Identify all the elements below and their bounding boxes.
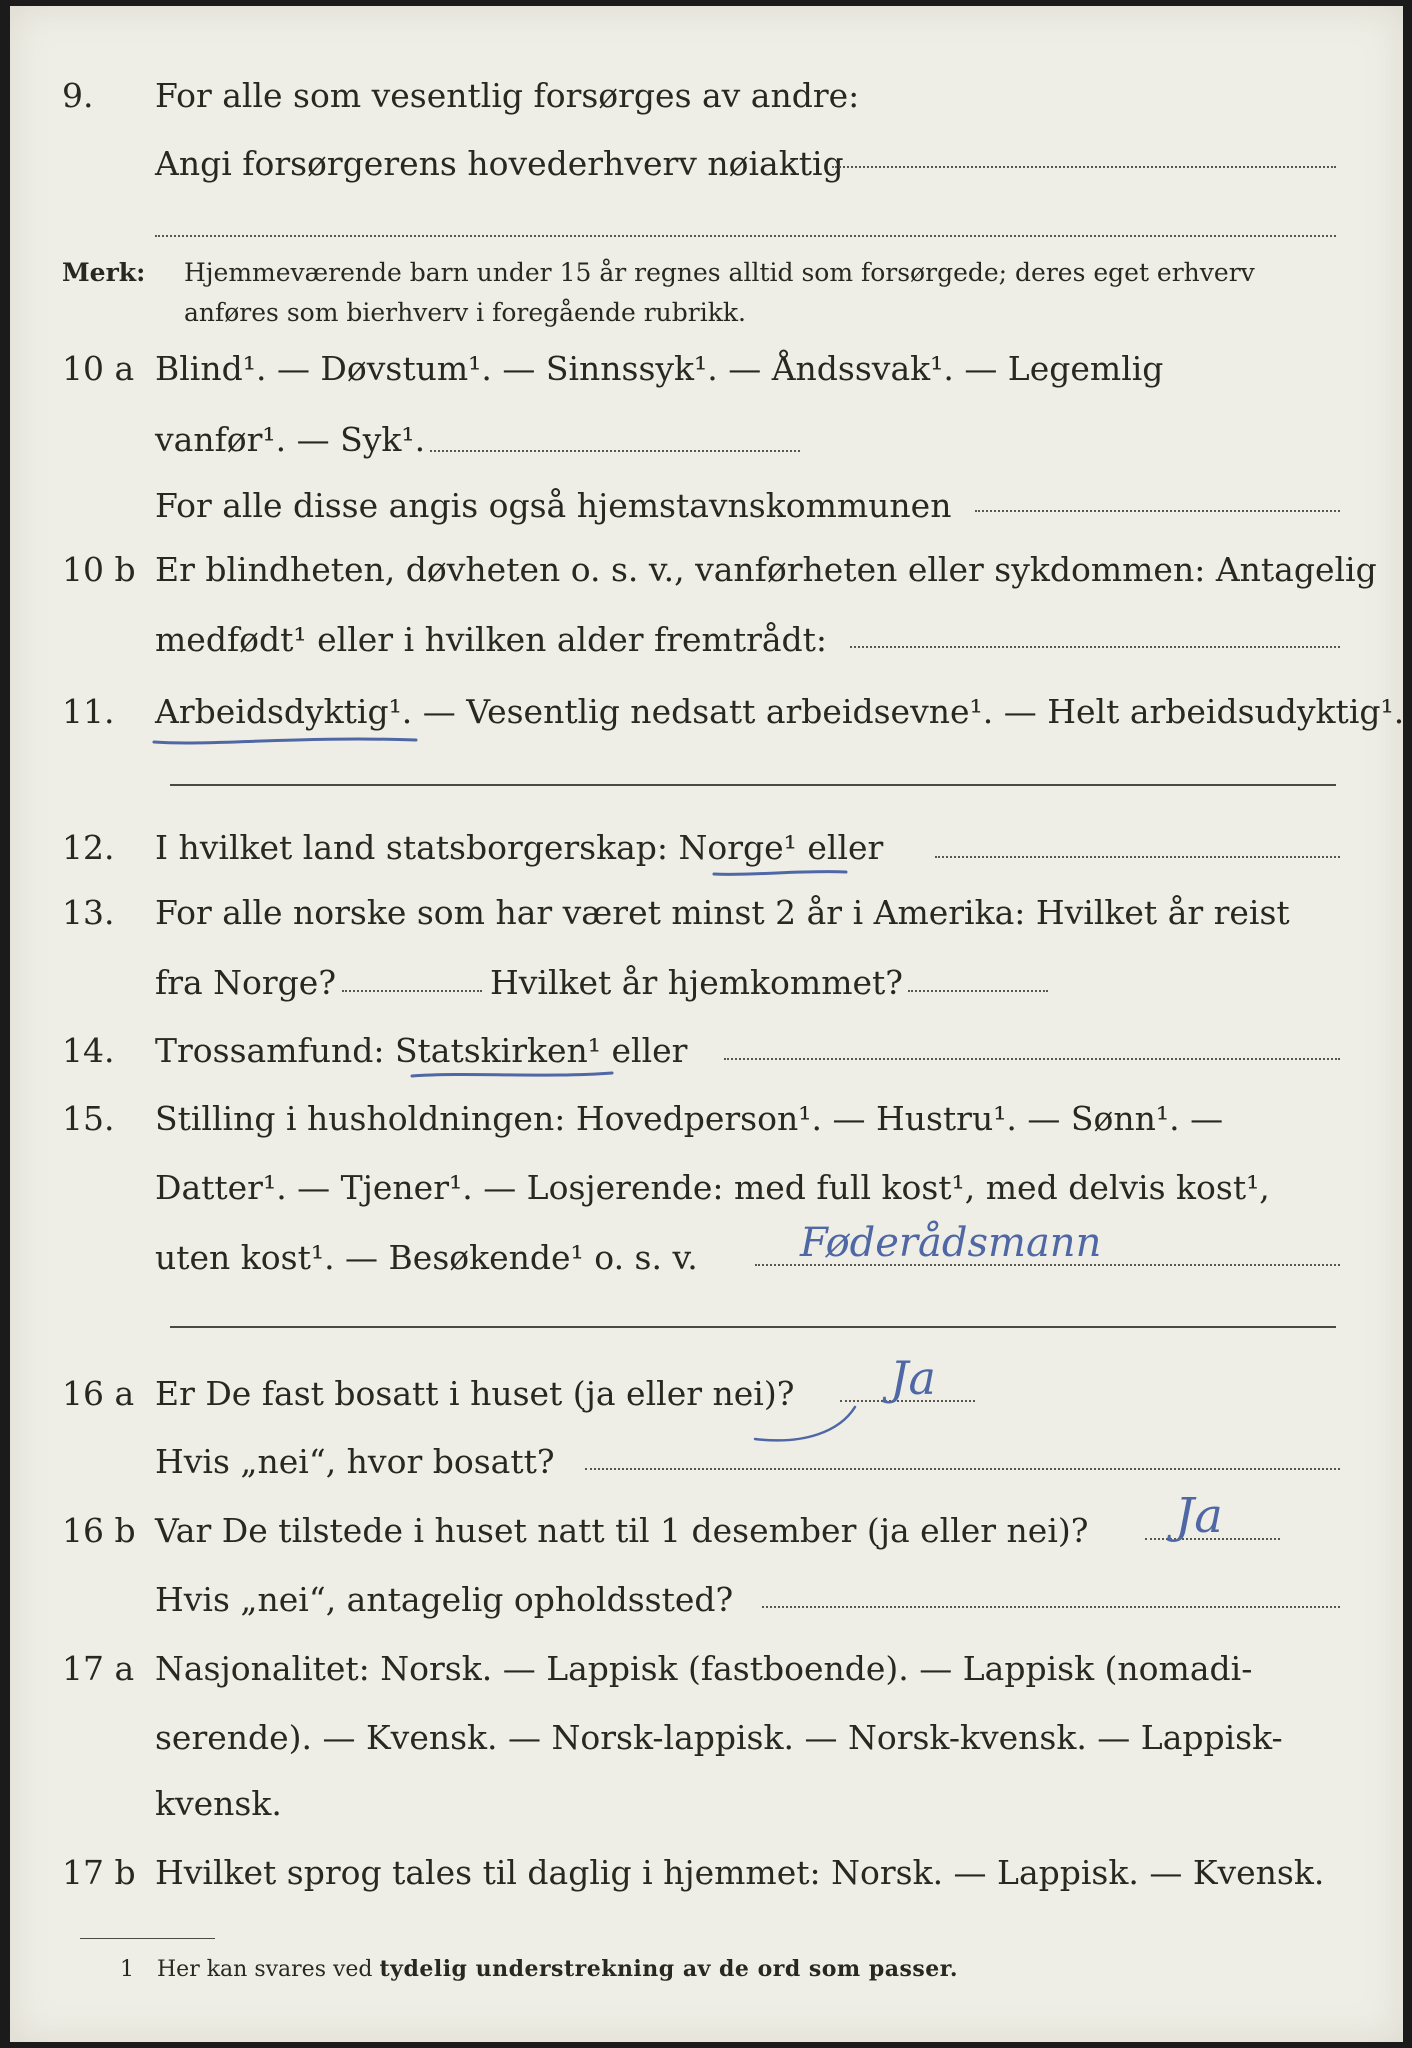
question-text: Nasjonalitet: Norsk. — Lappisk (fastboende). — Lappisk (nomadi-	[155, 1649, 1253, 1688]
answer-line[interactable]	[585, 1468, 1340, 1470]
note-text: anføres som bierhverv i foregående rubrikk.	[184, 298, 746, 327]
question-text: fra Norge?	[155, 963, 337, 1002]
question-text: For alle som vesentlig forsørges av andre:	[155, 76, 860, 115]
question-text: Hvis „nei“, hvor bosatt?	[155, 1442, 555, 1481]
question-number: 15.	[62, 1099, 115, 1138]
handwritten-underline	[710, 864, 850, 884]
question-text: medfødt¹ eller i hvilken alder fremtrådt:	[155, 620, 828, 659]
answer-line[interactable]	[155, 235, 1336, 237]
answer-line[interactable]	[850, 646, 1340, 648]
answer-line[interactable]	[430, 450, 800, 452]
census-form-page	[10, 6, 1403, 2042]
question-text: kvensk.	[155, 1784, 282, 1823]
question-number: 10 a	[62, 349, 135, 388]
answer-line[interactable]	[908, 990, 1048, 992]
question-text: Arbeidsdyktig¹. — Vesentlig nedsatt arbeidsevne¹. — Helt arbeidsudyktig¹.	[155, 692, 1405, 731]
footnote-divider	[80, 1938, 215, 1939]
question-text: Trossamfund: Statskirken¹ eller	[155, 1031, 688, 1070]
question-text: Datter¹. — Tjener¹. — Losjerende: med full kost¹, med delvis kost¹,	[155, 1168, 1270, 1207]
answer-line[interactable]	[935, 856, 1340, 858]
answer-line[interactable]	[975, 510, 1340, 512]
question-text: I hvilket land statsborgerskap: Norge¹ eller	[155, 828, 884, 867]
question-number: 10 b	[62, 550, 136, 589]
question-number: 16 a	[62, 1374, 135, 1413]
answer-line[interactable]	[170, 1326, 1336, 1328]
question-text: serende). — Kvensk. — Norsk-lappisk. — Norsk-kvensk. — Lappisk-	[155, 1718, 1283, 1757]
answer-line[interactable]	[170, 784, 1336, 786]
question-text: Hvilket sprog tales til daglig i hjemmet: Norsk. — Lappisk. — Kvensk.	[155, 1853, 1325, 1892]
handwriting-stroke	[745, 1401, 865, 1451]
question-text: Blind¹. — Døvstum¹. — Sinnssyk¹. — Åndssvak¹. — Legemlig	[155, 349, 1164, 388]
answer-line[interactable]	[342, 990, 482, 992]
question-number: 16 b	[62, 1511, 136, 1550]
question-number: 11.	[62, 692, 115, 731]
question-number: 13.	[62, 893, 115, 932]
question-text: uten kost¹. — Besøkende¹ o. s. v.	[155, 1238, 698, 1277]
answer-line[interactable]	[832, 166, 1336, 168]
note	[62, 258, 145, 287]
footnote-emphasis: tydelig understrekning av de ord som passer.	[379, 1956, 959, 1982]
footnote-text: Her kan svares ved	[157, 1957, 373, 1982]
handwritten-answer: Føderådsmann	[800, 1220, 1102, 1266]
question-text: Er blindheten, døvheten o. s. v., vanførheten eller sykdommen: Antagelig	[155, 550, 1377, 589]
handwritten-answer: Ja	[1175, 1488, 1223, 1544]
question-text: Var De tilstede i huset natt til 1 desember (ja eller nei)?	[155, 1511, 1089, 1550]
handwritten-underline	[408, 1064, 618, 1086]
question-text: Er De fast bosatt i huset (ja eller nei)?	[155, 1374, 795, 1413]
footnote-mark: 1	[120, 1957, 134, 1982]
note-label: Merk:	[62, 258, 146, 287]
question-text: For alle norske som har været minst 2 år i Amerika: Hvilket år reist	[155, 893, 1290, 932]
answer-line[interactable]	[762, 1606, 1340, 1608]
question-number: 9.	[62, 76, 94, 115]
question-number: 14.	[62, 1031, 115, 1070]
footnote	[120, 1956, 958, 1982]
answer-line[interactable]	[724, 1058, 1340, 1060]
handwritten-underline	[150, 730, 420, 752]
handwritten-answer: Ja	[890, 1351, 936, 1405]
question-text: Angi forsørgerens hovederhverv nøiaktig	[155, 144, 844, 183]
question-number: 17 a	[62, 1649, 135, 1688]
note-text: Hjemmeværende barn under 15 år regnes alltid som forsørgede; deres eget erhverv	[184, 258, 1255, 287]
question-number: 17 b	[62, 1853, 136, 1892]
question-text: vanfør¹. — Syk¹.	[155, 420, 426, 459]
question-number: 12.	[62, 828, 115, 867]
question-text: Hvilket år hjemkommet?	[490, 963, 903, 1002]
question-text: Stilling i husholdningen: Hovedperson¹. — Hustru¹. — Sønn¹. —	[155, 1099, 1224, 1138]
question-text: For alle disse angis også hjemstavnskommunen	[155, 486, 952, 525]
question-text: Hvis „nei“, antagelig opholdssted?	[155, 1580, 734, 1619]
